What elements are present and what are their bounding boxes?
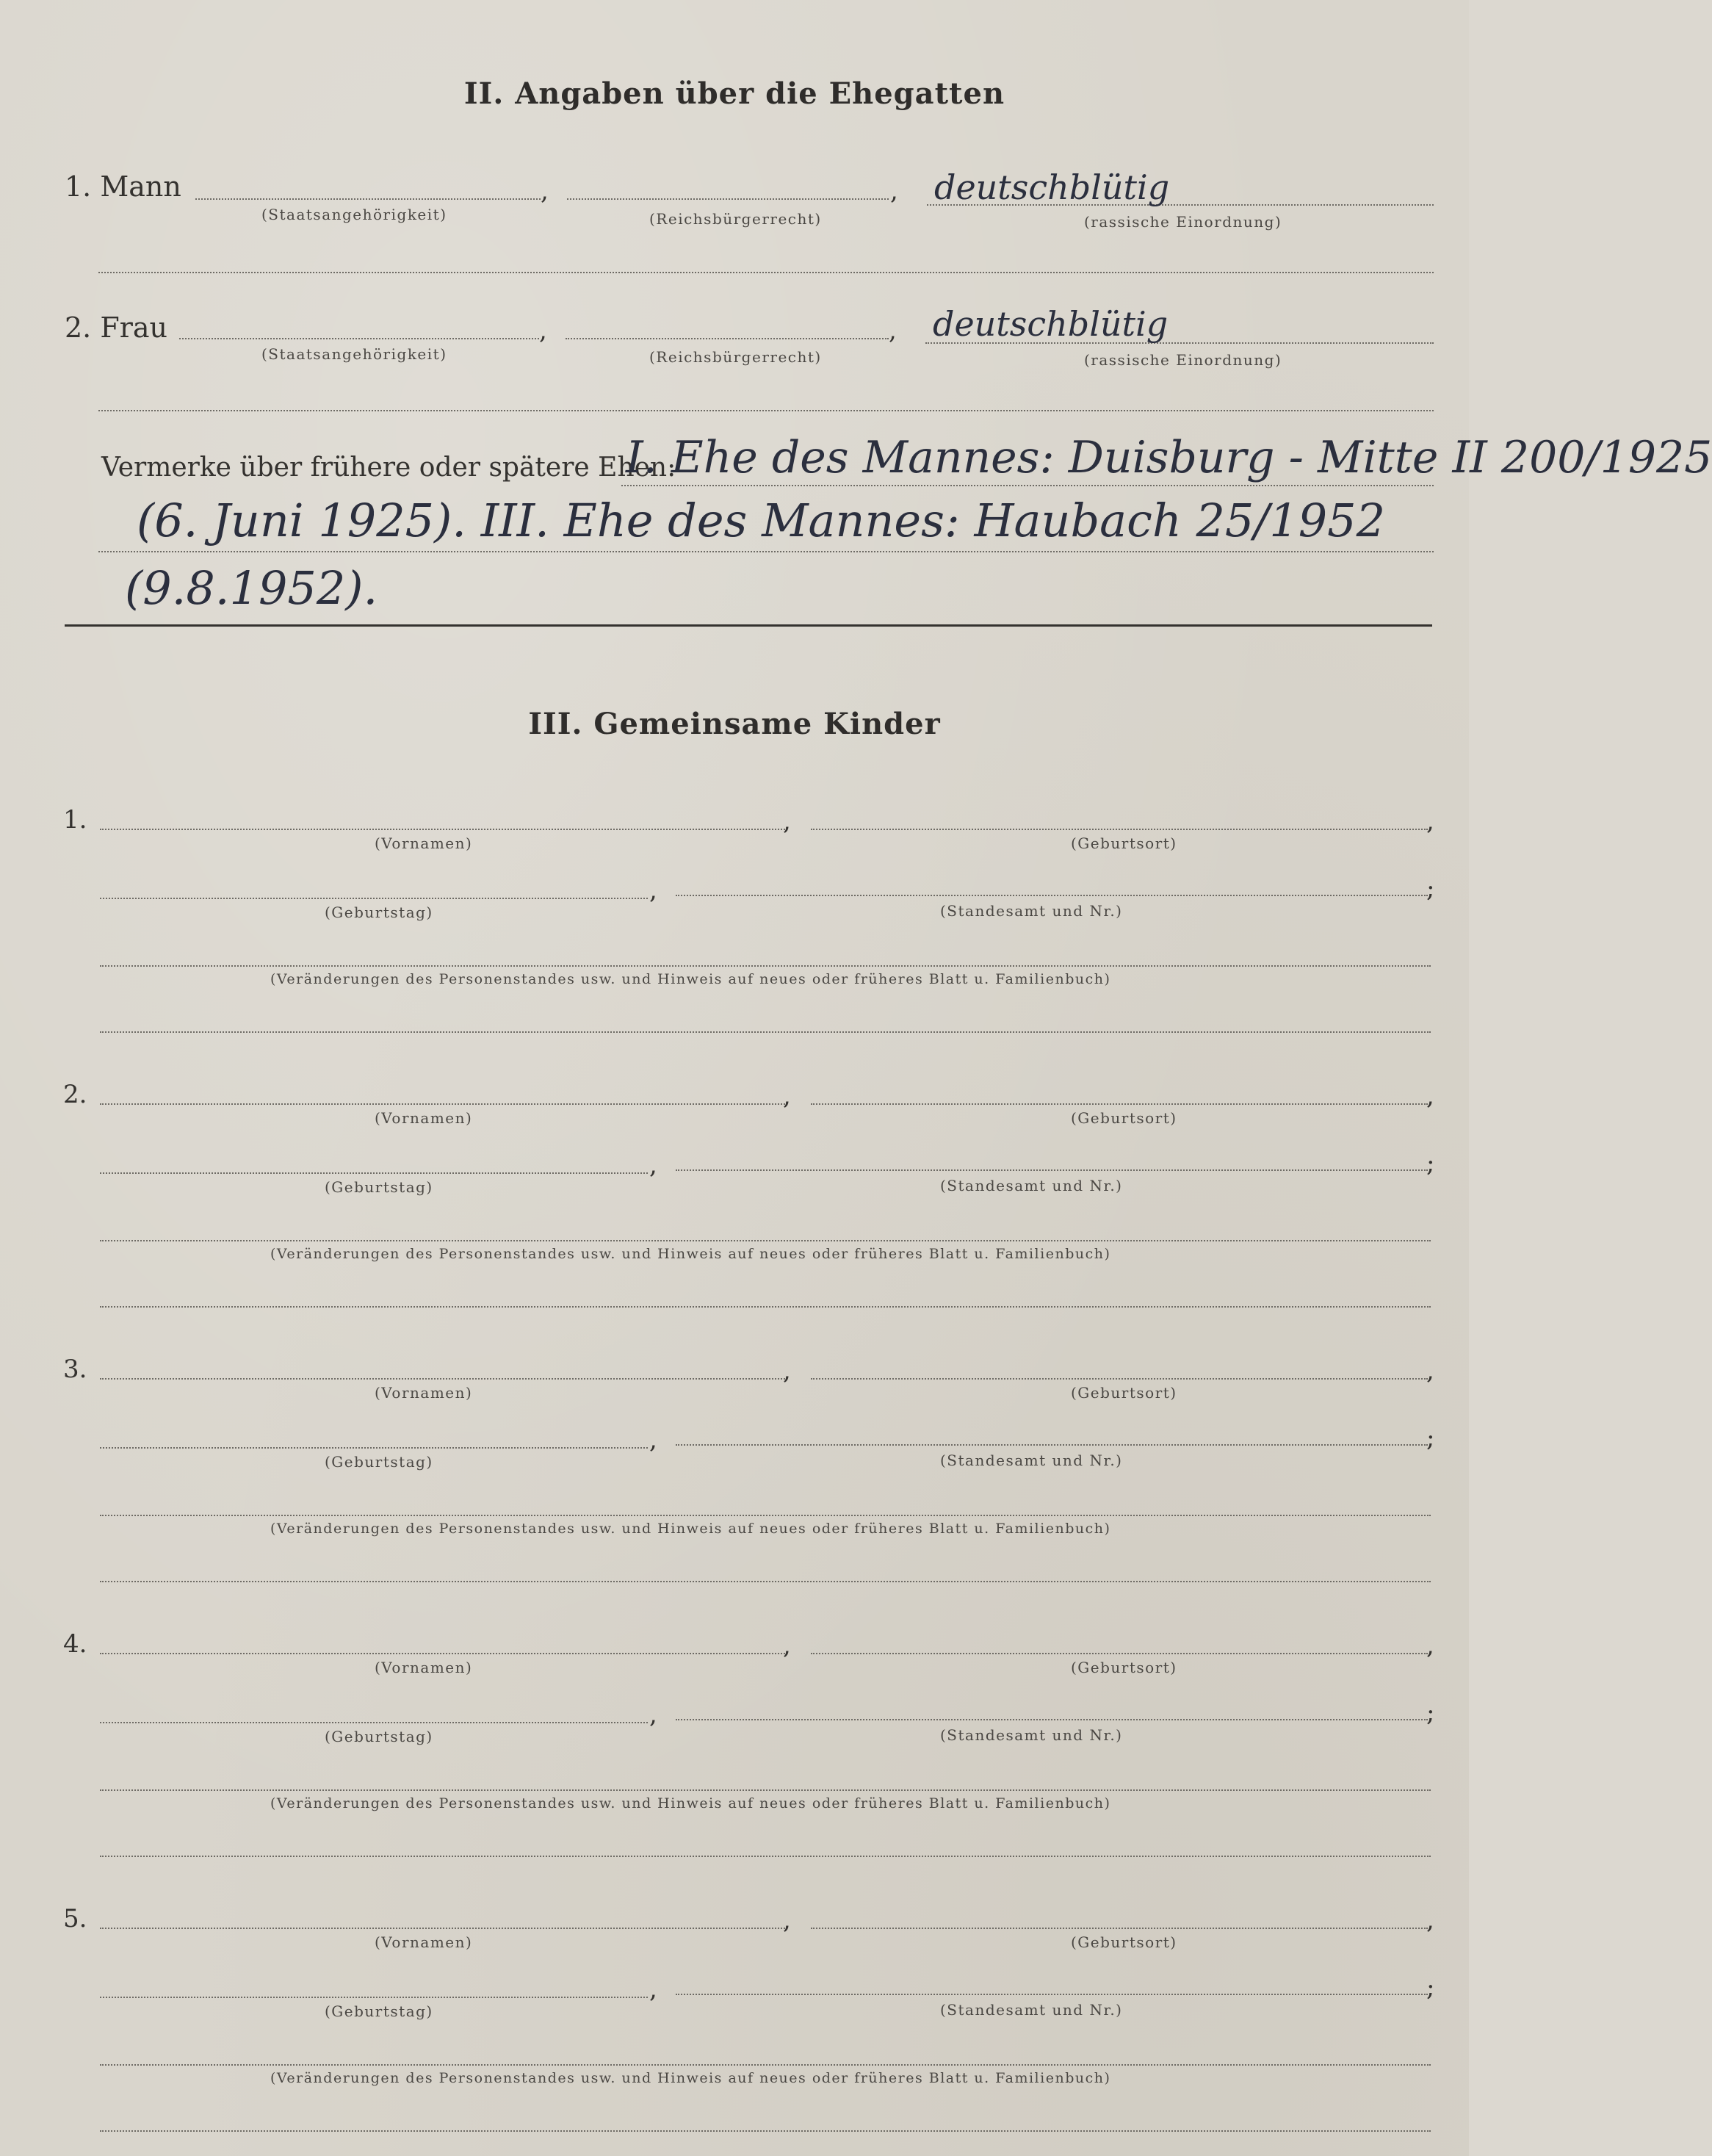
child-2-veraenderungen-caption: (Veränderungen des Personenstandes usw. und Hinweis auf neues oder früheres Blatt u. Familienbuch) xyxy=(270,1246,1111,1262)
child-5-geburtsort-field[interactable] xyxy=(811,1928,1428,1929)
vermerke-label: Vermerke über frühere oder spätere Ehen: xyxy=(101,453,676,483)
child-5-vornamen-caption: (Vornamen) xyxy=(375,1933,473,1951)
child-1-vornamen-caption: (Vornamen) xyxy=(375,834,473,852)
woman-reich-caption: (Reichsbürgerrecht) xyxy=(649,348,822,366)
child-3-vornamen-caption: (Vornamen) xyxy=(375,1384,473,1402)
section-divider xyxy=(65,624,1432,627)
child-2-vornamen-field[interactable] xyxy=(100,1103,787,1105)
man-extra-line[interactable] xyxy=(98,272,1434,273)
child-3-geburtstag-field[interactable] xyxy=(100,1447,648,1449)
child-5-extra-line[interactable] xyxy=(100,2130,1431,2132)
child-1-veraenderungen-caption: (Veränderungen des Personenstandes usw. und Hinweis auf neues oder früheres Blatt u. Familienbuch) xyxy=(270,971,1111,987)
vermerke-handwriting-1: I. Ehe des Mannes: Duisburg - Mitte II 200/1925 xyxy=(626,432,1712,483)
child-3-geburtsort-caption: (Geburtsort) xyxy=(1071,1384,1177,1402)
child-3-number: 3. xyxy=(63,1355,87,1384)
child-5-vornamen-field[interactable] xyxy=(100,1928,787,1929)
section-3-title: III. Gemeinsame Kinder xyxy=(528,707,941,741)
child-3-geburtstag-caption: (Geburtstag) xyxy=(325,1453,433,1471)
woman-staat-caption: (Staatsangehörigkeit) xyxy=(261,345,447,363)
child-1-number: 1. xyxy=(63,805,87,834)
child-4-geburtsort-caption: (Geburtsort) xyxy=(1071,1659,1177,1676)
child-2-vornamen-caption: (Vornamen) xyxy=(375,1109,473,1127)
child-4-extra-line[interactable] xyxy=(100,1856,1431,1857)
child-4-standesamt-field[interactable] xyxy=(676,1719,1428,1720)
child-5-geburtsort-caption: (Geburtsort) xyxy=(1071,1933,1177,1951)
child-4-veraenderungen-field[interactable] xyxy=(100,1789,1431,1791)
child-4-number: 4. xyxy=(63,1629,87,1659)
vermerke-handwriting-2: (6. Juni 1925). III. Ehe des Mannes: Haubach 25/1952 xyxy=(137,494,1386,547)
man-label: 1. Mann xyxy=(65,170,181,203)
child-3-veraenderungen-field[interactable] xyxy=(100,1515,1431,1516)
child-3-extra-line[interactable] xyxy=(100,1581,1431,1582)
vermerke-line-2[interactable] xyxy=(98,551,1434,552)
child-5-veraenderungen-caption: (Veränderungen des Personenstandes usw. und Hinweis auf neues oder früheres Blatt u. Familienbuch) xyxy=(270,2070,1111,2086)
child-1-extra-line[interactable] xyxy=(100,1031,1431,1033)
child-5-standesamt-field[interactable] xyxy=(676,1994,1428,1995)
child-1-standesamt-caption: (Standesamt und Nr.) xyxy=(940,902,1123,920)
man-staat-caption: (Staatsangehörigkeit) xyxy=(261,206,447,223)
child-2-standesamt-field[interactable] xyxy=(676,1169,1428,1171)
child-1-geburtstag-caption: (Geburtstag) xyxy=(325,904,433,921)
man-staat-field[interactable] xyxy=(195,198,541,200)
woman-label: 2. Frau xyxy=(65,311,167,344)
child-1-veraenderungen-field[interactable] xyxy=(100,965,1431,967)
child-3-standesamt-field[interactable] xyxy=(676,1444,1428,1446)
child-4-geburtstag-caption: (Geburtstag) xyxy=(325,1728,433,1745)
child-5-geburtstag-field[interactable] xyxy=(100,1997,648,1998)
child-5-geburtstag-caption: (Geburtstag) xyxy=(325,2002,433,2020)
child-1-standesamt-field[interactable] xyxy=(676,895,1428,896)
child-4-vornamen-caption: (Vornamen) xyxy=(375,1659,473,1676)
woman-rass-caption: (rassische Einordnung) xyxy=(1084,351,1282,369)
child-5-number: 5. xyxy=(63,1904,87,1933)
child-1-geburtsort-caption: (Geburtsort) xyxy=(1071,834,1177,852)
child-4-geburtstag-field[interactable] xyxy=(100,1722,648,1723)
woman-rassische-handwriting: deutschblütig xyxy=(933,304,1169,344)
woman-extra-line[interactable] xyxy=(98,410,1434,411)
document-page: II. Angaben über die Ehegatten 1. Mann , , deutschblütig (Staatsangehörigkeit) (Reichsbürgerrecht) (rassische Einordnung) 2. Frau , , deutschblütig (Staatsangehörigkeit) (Reichsbürgerrecht) (rassische Einordnung) Vermerke über frühere oder spätere Ehen: I. Ehe des Mannes: Duisburg - Mitte II 200/1925 (6. Juni 1925). III. Ehe des Mannes: Haubach 25/1952 (9.8.1952). III. Gemeinsame Kinder 1. , , (Vornamen) (Geburtsort) , ; (Geburtstag) (Standesamt und Nr.) (Veränderungen des Personenstandes usw. und Hinweis auf neues oder früheres Blatt u. Familienbuch) 2. , , (Vornamen) (Geburtsort) , ; (Geburtstag) (Standesamt und Nr.) (Veränderungen des Personenstandes usw. und Hinweis auf neues oder früheres Blatt u. Familienbuch) 3. , , (Vornamen) (Geburtsort) , ; (Geburtstag) (Standesamt und Nr.) (Veränderungen des Personenstandes usw. und Hinweis auf neues oder früheres Blatt u. Familienbuch) 4. , , (Vornamen) (Geburtsort) , ; (Geburtstag) (Standesamt und Nr.) (Veränderungen des Personenstandes usw. und Hinweis auf neues oder früheres Blatt u. Familienbuch) 5. , , (Vornamen) (Geburtsort) , ; (Geburtstag) (Standesamt und Nr.) (Veränderungen des Personenstandes usw. und Hinweis auf neues oder früheres Blatt u. Familienbuch) xyxy=(0,0,1469,2156)
man-rass-caption: (rassische Einordnung) xyxy=(1084,213,1282,231)
child-1-vornamen-field[interactable] xyxy=(100,829,787,830)
child-3-veraenderungen-caption: (Veränderungen des Personenstandes usw. und Hinweis auf neues oder früheres Blatt u. Familienbuch) xyxy=(270,1521,1111,1537)
child-1-geburtstag-field[interactable] xyxy=(100,898,648,899)
vermerke-line-1[interactable] xyxy=(621,485,1434,486)
woman-staat-field[interactable] xyxy=(179,338,539,339)
child-3-vornamen-field[interactable] xyxy=(100,1378,787,1380)
woman-reich-field[interactable] xyxy=(566,338,889,339)
child-3-geburtsort-field[interactable] xyxy=(811,1378,1428,1380)
child-2-geburtsort-caption: (Geburtsort) xyxy=(1071,1109,1177,1127)
child-4-standesamt-caption: (Standesamt und Nr.) xyxy=(940,1726,1123,1744)
man-rassische-handwriting: deutschblütig xyxy=(934,167,1170,207)
child-5-standesamt-caption: (Standesamt und Nr.) xyxy=(940,2001,1123,2019)
child-4-veraenderungen-caption: (Veränderungen des Personenstandes usw. und Hinweis auf neues oder früheres Blatt u. Familienbuch) xyxy=(270,1795,1111,1811)
man-reich-field[interactable] xyxy=(567,198,889,200)
child-2-standesamt-caption: (Standesamt und Nr.) xyxy=(940,1177,1123,1194)
child-2-geburtsort-field[interactable] xyxy=(811,1103,1428,1105)
child-2-geburtstag-field[interactable] xyxy=(100,1172,648,1174)
child-4-vornamen-field[interactable] xyxy=(100,1653,787,1654)
child-1-geburtsort-field[interactable] xyxy=(811,829,1428,830)
child-2-veraenderungen-field[interactable] xyxy=(100,1240,1431,1241)
child-5-veraenderungen-field[interactable] xyxy=(100,2064,1431,2066)
child-4-geburtsort-field[interactable] xyxy=(811,1653,1428,1654)
child-2-number: 2. xyxy=(63,1080,87,1109)
section-2-title: II. Angaben über die Ehegatten xyxy=(463,76,1005,111)
vermerke-handwriting-3: (9.8.1952). xyxy=(125,561,378,615)
child-2-extra-line[interactable] xyxy=(100,1306,1431,1308)
child-2-geburtstag-caption: (Geburtstag) xyxy=(325,1178,433,1196)
man-reich-caption: (Reichsbürgerrecht) xyxy=(649,210,822,228)
child-3-standesamt-caption: (Standesamt und Nr.) xyxy=(940,1452,1123,1469)
